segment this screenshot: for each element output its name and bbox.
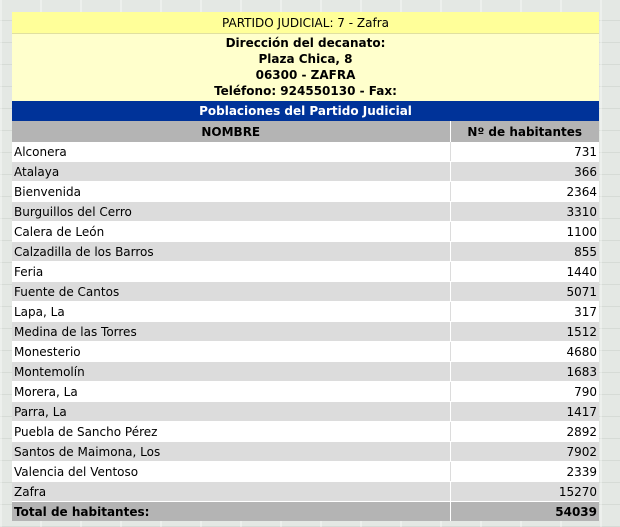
column-header-name: NOMBRE: [12, 121, 450, 142]
municipality-name: Zafra: [12, 482, 450, 502]
inhabitants-count: 1440: [450, 262, 599, 282]
municipality-name: Montemolín: [12, 362, 450, 382]
municipality-name: Calzadilla de los Barros: [12, 242, 450, 262]
municipality-name: Alconera: [12, 142, 450, 162]
inhabitants-count: 2892: [450, 422, 599, 442]
inhabitants-count: 790: [450, 382, 599, 402]
table-row: [12, 422, 599, 442]
municipality-name: Santos de Maimona, Los: [12, 442, 450, 462]
total-value: 54039: [450, 502, 599, 522]
inhabitants-count: 15270: [450, 482, 599, 502]
table-row: [12, 482, 599, 502]
municipality-name: Monesterio: [12, 342, 450, 362]
address-label: Dirección del decanato:: [225, 36, 386, 50]
table-row: [12, 362, 599, 382]
address-block: [12, 34, 599, 102]
inhabitants-count: 2364: [450, 182, 599, 202]
page-title: PARTIDO JUDICIAL: 7 - Zafra: [12, 12, 599, 34]
table-row: [12, 142, 599, 162]
table-row: [12, 262, 599, 282]
table-row: [12, 402, 599, 422]
municipality-name: Morera, La: [12, 382, 450, 402]
inhabitants-count: 1683: [450, 362, 599, 382]
municipality-name: Valencia del Ventoso: [12, 462, 450, 482]
inhabitants-count: 317: [450, 302, 599, 322]
inhabitants-count: 1100: [450, 222, 599, 242]
municipality-name: Feria: [12, 262, 450, 282]
municipality-name: Parra, La: [12, 402, 450, 422]
inhabitants-count: 366: [450, 162, 599, 182]
table-row: [12, 162, 599, 182]
municipality-name: Fuente de Cantos: [12, 282, 450, 302]
table-row: [12, 322, 599, 342]
municipality-name: Calera de León: [12, 222, 450, 242]
municipality-name: Puebla de Sancho Pérez: [12, 422, 450, 442]
inhabitants-count: 7902: [450, 442, 599, 462]
total-row: [12, 502, 599, 522]
inhabitants-count: 1512: [450, 322, 599, 342]
municipality-name: Atalaya: [12, 162, 450, 182]
address-line-1: Plaza Chica, 8: [258, 52, 353, 66]
table-row: [12, 442, 599, 462]
inhabitants-count: 5071: [450, 282, 599, 302]
population-table: [12, 121, 599, 521]
address-line-2: 06300 - ZAFRA: [255, 68, 356, 82]
municipality-name: Lapa, La: [12, 302, 450, 322]
inhabitants-count: 3310: [450, 202, 599, 222]
municipality-name: Bienvenida: [12, 182, 450, 202]
table-row: [12, 242, 599, 262]
table-row: [12, 342, 599, 362]
info-header-table: [12, 12, 599, 121]
inhabitants-count: 4680: [450, 342, 599, 362]
table-row: [12, 382, 599, 402]
column-header-inhabitants: Nº de habitantes: [450, 121, 599, 142]
table-row: [12, 222, 599, 242]
inhabitants-count: 1417: [450, 402, 599, 422]
table-row: [12, 282, 599, 302]
table-row: [12, 302, 599, 322]
inhabitants-count: 2339: [450, 462, 599, 482]
population-rows: [12, 142, 599, 502]
table-row: [12, 462, 599, 482]
municipality-name: Medina de las Torres: [12, 322, 450, 342]
partido-judicial-panel: [12, 12, 599, 521]
inhabitants-count: 731: [450, 142, 599, 162]
table-row: [12, 202, 599, 222]
total-label: Total de habitantes:: [12, 502, 450, 522]
phone-line: Teléfono: 924550130 - Fax:: [214, 84, 397, 98]
section-title: Poblaciones del Partido Judicial: [12, 101, 599, 121]
table-row: [12, 182, 599, 202]
inhabitants-count: 855: [450, 242, 599, 262]
municipality-name: Burguillos del Cerro: [12, 202, 450, 222]
